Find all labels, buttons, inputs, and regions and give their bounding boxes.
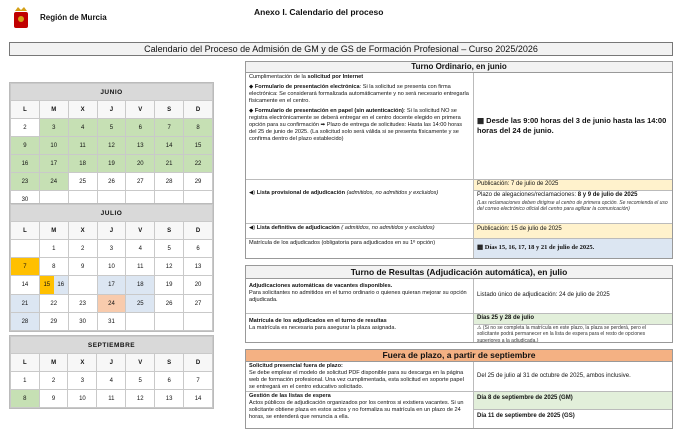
- lista-provisional-note: (admitidos, no admitidos y excluidos): [346, 190, 439, 196]
- fuera-de-plazo-title: Fuera de plazo, a partir de septiembre: [246, 350, 672, 362]
- solicitud-plazo: [477, 116, 669, 136]
- calendar-day: 6: [126, 119, 155, 137]
- paper-form-text: : Si la solicitud NO se registra electrónicamente se deberá entregar en el centro docente elegido en primera opción para su confirmación ➡ Plazo de entrega de solicitudes: Hasta las 14:00 horas del 25 de junio de 2025. (La solicitud solo será válida si se presenta físicamente y se confirma dentro del plazo establecido): [249, 107, 463, 142]
- matricula-ordinario-dates: [477, 244, 594, 252]
- solicitud-intro: Cumplimentación de la: [249, 74, 308, 80]
- matricula-resultas-dates: Días 25 y 28 de julio: [474, 314, 672, 325]
- matricula-resultas-text: La matrícula es necesaria para asegurar la plaza asignada.: [249, 324, 397, 331]
- calendar-day: [11, 240, 40, 258]
- weekday-header: S: [155, 354, 184, 372]
- calendar-icon: ▦: [477, 244, 485, 252]
- calendar-day: 26: [97, 173, 126, 191]
- solicitud-fuera-plazo-row: [246, 362, 672, 392]
- alegaciones-label: Plazo de alegaciones/reclamaciones:: [477, 191, 578, 198]
- calendar-day: 7: [155, 119, 184, 137]
- calendar-month-title: SEPTIEMBRE: [11, 337, 213, 354]
- calendar-day: 31: [97, 313, 126, 331]
- calendar-day: 10: [97, 258, 126, 276]
- matricula-resultas-note: (Si no se completa la matrícula en este plazo, la plaza se perderá, pero el solicitante podrá permanecer en la lista de espera para el resto de opciones superiores a la adjudicada.): [477, 324, 647, 342]
- calendar-day: [39, 276, 68, 295]
- weekday-header: D: [184, 101, 213, 119]
- turno-resultas-title: Turno de Resultas (Adjudicación automática), en julio: [246, 266, 672, 279]
- calendar-day: 16: [11, 155, 40, 173]
- weekday-header: X: [68, 222, 97, 240]
- calendar-day: 8: [39, 258, 68, 276]
- calendar-day: 22: [39, 295, 68, 313]
- weekday-header: D: [184, 222, 213, 240]
- calendar-day: 16: [54, 276, 68, 294]
- calendar-day: 12: [155, 258, 184, 276]
- weekday-header: J: [97, 354, 126, 372]
- calendar-day: 14: [184, 390, 213, 408]
- calendar-day: 9: [39, 390, 68, 408]
- weekday-header: L: [11, 354, 40, 372]
- calendar-day: 24: [97, 295, 126, 313]
- weekday-header: L: [11, 101, 40, 119]
- listas-espera-text: Actos públicos de adjudicación organizados por los centros si existiera vacantes. Si un solicitante obtiene plaza en estos actos y no formaliza su matrícula en un plazo de 24 horas, se entenderá que renuncia a ella.: [249, 399, 464, 420]
- fuera-de-plazo-panel: [245, 349, 673, 429]
- calendar-day: 18: [68, 155, 97, 173]
- calendar-day: [184, 313, 213, 331]
- adjudicacion-title: Adjudicaciones automáticas de vacantes disponibles.: [249, 283, 393, 289]
- calendar-day: 10: [68, 390, 97, 408]
- weekday-header: V: [126, 101, 155, 119]
- gm-date: Día 8 de septiembre de 2025 (GM): [474, 392, 672, 410]
- calendar-day: 13: [155, 390, 184, 408]
- calendar-day: 2: [11, 119, 40, 137]
- solicitud-fuera-plazo-title: Solicitud presencial fuera de plazo:: [249, 363, 343, 369]
- calendar-day: 24: [39, 173, 68, 191]
- calendar-day: 27: [184, 295, 213, 313]
- warning-icon: ⚠: [477, 324, 483, 331]
- solicitud-fuera-plazo-date: Del 25 de julio al 31 de octubre de 2025, ambos inclusive.: [477, 372, 631, 379]
- weekday-header: M: [39, 101, 68, 119]
- weekday-header: D: [184, 354, 213, 372]
- calendar-day: 23: [68, 295, 97, 313]
- weekday-header: M: [39, 354, 68, 372]
- matricula-resultas-row: [246, 314, 672, 342]
- calendar-day: 8: [11, 390, 40, 408]
- electronic-form-title: Formulario de presentación electrónica: [254, 83, 360, 90]
- calendar-banner: Calendario del Proceso de Admisión de GM y de GS de Formación Profesional – Curso 2025/2026: [9, 42, 673, 56]
- gs-date: Día 11 de septiembre de 2025 (GS): [477, 413, 575, 419]
- alegaciones-dates: 8 y 9 de julio de 2025: [577, 191, 638, 198]
- calendar-day: 1: [39, 240, 68, 258]
- calendar-day: 29: [184, 173, 213, 191]
- calendar-day: 25: [126, 295, 155, 313]
- calendar-day: 26: [155, 295, 184, 313]
- lista-definitiva-row: [246, 224, 672, 239]
- calendar-septiembre: [9, 335, 214, 409]
- lista-provisional-title: Lista provisional de adjudicación: [256, 190, 346, 196]
- calendar-day: 20: [184, 276, 213, 295]
- brand-name: Región de Murcia: [40, 13, 107, 22]
- document-title: Anexo I. Calendario del proceso: [254, 7, 384, 17]
- calendar-day: 8: [184, 119, 213, 137]
- calendar-day: 13: [126, 137, 155, 155]
- calendar-day: 14: [155, 137, 184, 155]
- calendar-julio: [9, 203, 214, 332]
- calendar-day: 25: [68, 173, 97, 191]
- calendar-day: 12: [126, 390, 155, 408]
- calendar-day: 17: [97, 276, 126, 295]
- solicitud-row: Cumplimentación de la solicitud por Internet ◆ Formulario de presentación electrónica: Si la solicitud se presenta con firma electrónica: Se considerará formalizada automáticamente y no será necesario entregarla físicamente en el centro. ◆ Formulario de presentación en papel (sin autenticación): Si la solicitud NO se registra electrónicamente se deberá entregar en el centro docente elegido en primera opción para su confirmación ➡ Plazo de entrega de solicitudes: Hasta las 14:00 horas del 25 de junio de 2025. (La solicitud solo será válida si se presenta físicamente y se confirma dentro del plazo establecido) ▦ Desde las 9:00 horas del 3 de junio hasta las 14:00 horas del 24 de junio.: [246, 73, 672, 180]
- lista-provisional-row: [246, 180, 672, 224]
- weekday-header: J: [97, 222, 126, 240]
- calendar-day: 28: [11, 313, 40, 331]
- calendar-day: 11: [126, 258, 155, 276]
- calendar-day: 5: [97, 119, 126, 137]
- calendar-day: 18: [126, 276, 155, 295]
- alegaciones-note: (Las reclamaciones deben dirigirse al centro de primera opción. Se recomienda el uso del correo electrónico oficial del centro para agilizar la comunicación): [477, 199, 668, 213]
- calendar-day: 5: [155, 240, 184, 258]
- calendar-month-title: JULIO: [11, 205, 213, 222]
- weekday-header: V: [126, 354, 155, 372]
- calendar-day: 9: [68, 258, 97, 276]
- lista-definitiva-publicacion: Publicación: 15 de julio de 2025: [474, 224, 672, 238]
- calendar-day: 11: [97, 390, 126, 408]
- weekday-header: S: [155, 222, 184, 240]
- calendar-day: 9: [11, 137, 40, 155]
- calendar-day: 17: [39, 155, 68, 173]
- calendar-day: 20: [126, 155, 155, 173]
- calendar-day: 7: [184, 372, 213, 390]
- solicitud-intro-bold: solicitud por Internet: [307, 74, 364, 80]
- lista-definitiva-title: Lista definitiva de adjudicación: [256, 225, 340, 231]
- turno-resultas-panel: [245, 265, 673, 343]
- calendar-day: 6: [184, 240, 213, 258]
- speaker-icon: ◀): [249, 190, 256, 196]
- listas-espera-row: [246, 392, 672, 428]
- adjudicacion-text: Para solicitantes no admitidos en el turno ordinario o quienes quieran mejorar su opción adjudicada.: [249, 289, 467, 303]
- lista-provisional-publicacion: Publicación: 7 de julio de 2025: [474, 180, 672, 191]
- calendar-day: 29: [39, 313, 68, 331]
- weekday-header: M: [39, 222, 68, 240]
- calendar-day: 3: [39, 119, 68, 137]
- calendar-day: 19: [97, 155, 126, 173]
- calendar-day: 23: [11, 173, 40, 191]
- calendar-day: 15: [184, 137, 213, 155]
- matricula-resultas-title: Matrícula de los adjudicados en el turno de resultas: [249, 318, 387, 324]
- weekday-header: X: [68, 101, 97, 119]
- calendar-day: 27: [126, 173, 155, 191]
- calendar-day: 28: [155, 173, 184, 191]
- calendar-day: 6: [155, 372, 184, 390]
- weekday-header: V: [126, 222, 155, 240]
- calendar-day: 14: [11, 276, 40, 295]
- lista-definitiva-note: ( admitidos, no admitidos y excluidos): [341, 225, 435, 231]
- calendar-day: 13: [184, 258, 213, 276]
- calendar-day: 5: [126, 372, 155, 390]
- calendar-day: 19: [155, 276, 184, 295]
- calendar-day: 21: [11, 295, 40, 313]
- listas-espera-title: Gestión de las listas de espera: [249, 393, 331, 399]
- matricula-ordinario-dates-text: Días 15, 16, 17, 18 y 21 de julio de 2025.: [484, 244, 595, 252]
- calendar-day: 10: [39, 137, 68, 155]
- paper-form-title: Formulario de presentación en papel (sin autenticación): [254, 107, 404, 114]
- weekday-header: L: [11, 222, 40, 240]
- calendar-day: 30: [68, 313, 97, 331]
- matricula-ordinario-row: [246, 239, 672, 258]
- calendar-day: 12: [97, 137, 126, 155]
- adjudicacion-automatica-row: [246, 279, 672, 314]
- calendar-day: 4: [126, 240, 155, 258]
- calendar-month-title: JUNIO: [11, 84, 213, 101]
- calendar-day: 7: [11, 258, 40, 276]
- calendar-day: 2: [68, 240, 97, 258]
- electronic-form-text: : Si la solicitud se presenta con firma electrónica: Se considerará formalizada automáticamente y no será necesario entregarla físicamente en el centro.: [249, 83, 469, 104]
- solicitud-fuera-plazo-text: Se debe emplear el modelo de solicitud PDF disponible para su descarga en la página web de formación profesional. Una vez cumplimentada, esta solicitud en soporte papel se entregará en el centro educativo solicitado.: [249, 369, 464, 390]
- calendar-day: 22: [184, 155, 213, 173]
- calendar-day: 3: [97, 240, 126, 258]
- matricula-ordinario-text: Matrícula de los adjudicados (obligatoria para adjudicados en su 1º opción): [246, 239, 474, 258]
- turno-ordinario-title: Turno Ordinario, en junio: [246, 62, 672, 73]
- calendar-icon: ▦: [477, 116, 487, 126]
- calendar-day: [155, 313, 184, 331]
- calendar-day: 15: [40, 276, 54, 294]
- calendar-day: [126, 313, 155, 331]
- calendar-junio: [9, 82, 214, 210]
- adjudicacion-date: Listado único de adjudicación: 24 de julio de 2025: [477, 292, 610, 299]
- calendar-day: [68, 276, 97, 295]
- speaker-icon: ◀): [249, 225, 256, 231]
- turno-ordinario-panel: [245, 61, 673, 259]
- weekday-header: S: [155, 101, 184, 119]
- region-murcia-logo: [9, 6, 33, 30]
- calendar-day: 30: [11, 191, 40, 209]
- weekday-header: X: [68, 354, 97, 372]
- calendar-day: 4: [97, 372, 126, 390]
- solicitud-plazo-text: Desde las 9:00 horas del 3 de junio hasta las 14:00 horas del 24 de junio.: [477, 116, 667, 135]
- calendar-day: 3: [68, 372, 97, 390]
- calendar-day: 1: [11, 372, 40, 390]
- calendar-day: 11: [68, 137, 97, 155]
- calendar-day: 21: [155, 155, 184, 173]
- calendar-day: 4: [68, 119, 97, 137]
- calendar-day: 2: [39, 372, 68, 390]
- weekday-header: J: [97, 101, 126, 119]
